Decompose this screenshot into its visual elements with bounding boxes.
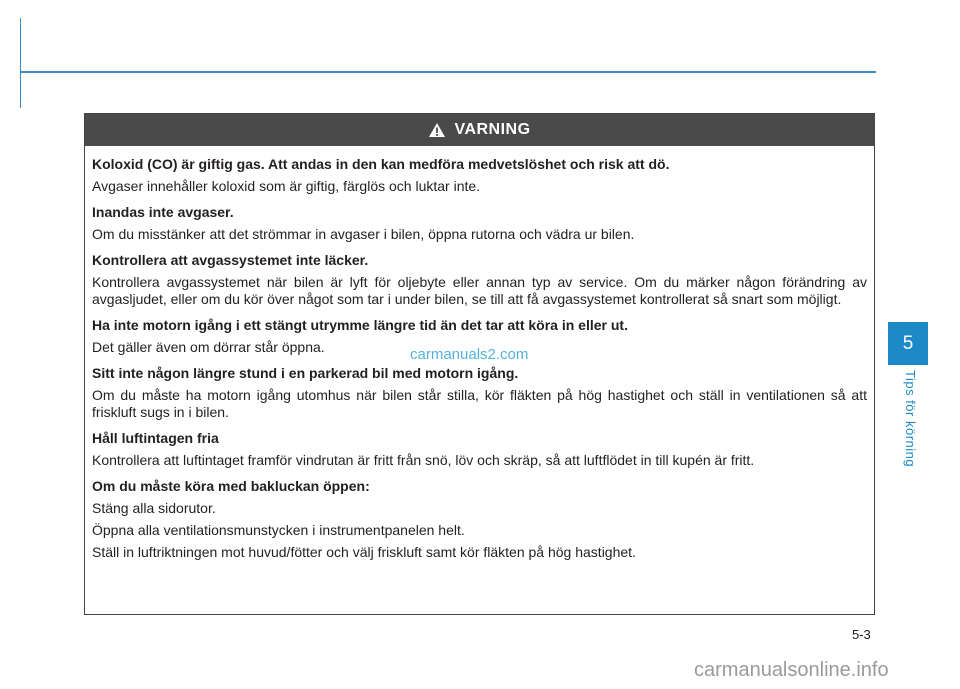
paragraph-text: Kontrollera att luftintaget framför vindrutan är fritt från snö, löv och skräp, så att luftflödet in till kupén är fritt. [92, 452, 755, 468]
header-rule [20, 71, 876, 73]
chapter-number-tab: 5 [888, 322, 928, 365]
paragraph-title: Sitt inte någon längre stund i en parkerad bil med motorn igång. [92, 365, 519, 381]
paragraph-title: Ha inte motorn igång i ett stängt utrymme längre tid än det tar att köra in eller ut. [92, 317, 628, 333]
paragraph-title: Håll luftintagen fria [92, 430, 219, 446]
paragraph-line: Stäng alla sidorutor. [92, 500, 216, 516]
warning-paragraph [92, 204, 867, 243]
warning-paragraph [92, 252, 867, 308]
warning-box [84, 113, 875, 615]
warning-heading: VARNING [454, 121, 531, 138]
warning-header [85, 114, 874, 146]
warning-triangle-icon [428, 122, 446, 138]
paragraph-text: Det gäller även om dörrar står öppna. [92, 339, 325, 355]
warning-paragraph [92, 430, 867, 469]
chapter-title: Tips för körning [903, 370, 918, 468]
watermark-text: carmanuals2.com [410, 346, 529, 363]
paragraph-text: Om du måste ha motorn igång utomhus när bilen står stilla, kör fläkten på hög hastighet och ställ in ventilationen så att friskluft sugs in i bilen. [92, 387, 867, 420]
page-number: 5-3 [852, 627, 871, 642]
paragraph-title: Om du måste köra med bakluckan öppen: [92, 478, 370, 494]
paragraph-title: Kontrollera att avgassystemet inte läcker. [92, 252, 369, 268]
paragraph-line: Ställ in luftriktningen mot huvud/fötter och välj friskluft samt kör fläkten på hög hastighet. [92, 544, 636, 560]
paragraph-line: Öppna alla ventilationsmunstycken i instrumentpanelen helt. [92, 522, 465, 538]
warning-paragraph [92, 156, 867, 195]
paragraph-text: Avgaser innehåller koloxid som är giftig, färglös och luktar inte. [92, 178, 481, 194]
paragraph-text: Kontrollera avgassystemet när bilen är lyft för oljebyte eller annan typ av service. Om du märker någon förändring av avgasljudet, eller om du kör över något som tar i under bilen, se till att få avgassystemet kontrollerat så snart som möjligt. [92, 274, 867, 307]
left-margin-rule [20, 18, 21, 108]
footer-url: carmanualsonline.info [694, 659, 889, 681]
warning-paragraph [92, 478, 867, 561]
paragraph-text: Om du misstänker att det strömmar in avgaser i bilen, öppna rutorna och vädra ur bilen. [92, 226, 635, 242]
paragraph-title: Inandas inte avgaser. [92, 204, 234, 220]
warning-paragraph [92, 365, 867, 421]
paragraph-title: Koloxid (CO) är giftig gas. Att andas in den kan medföra medvetslöshet och risk att dö. [92, 156, 670, 172]
